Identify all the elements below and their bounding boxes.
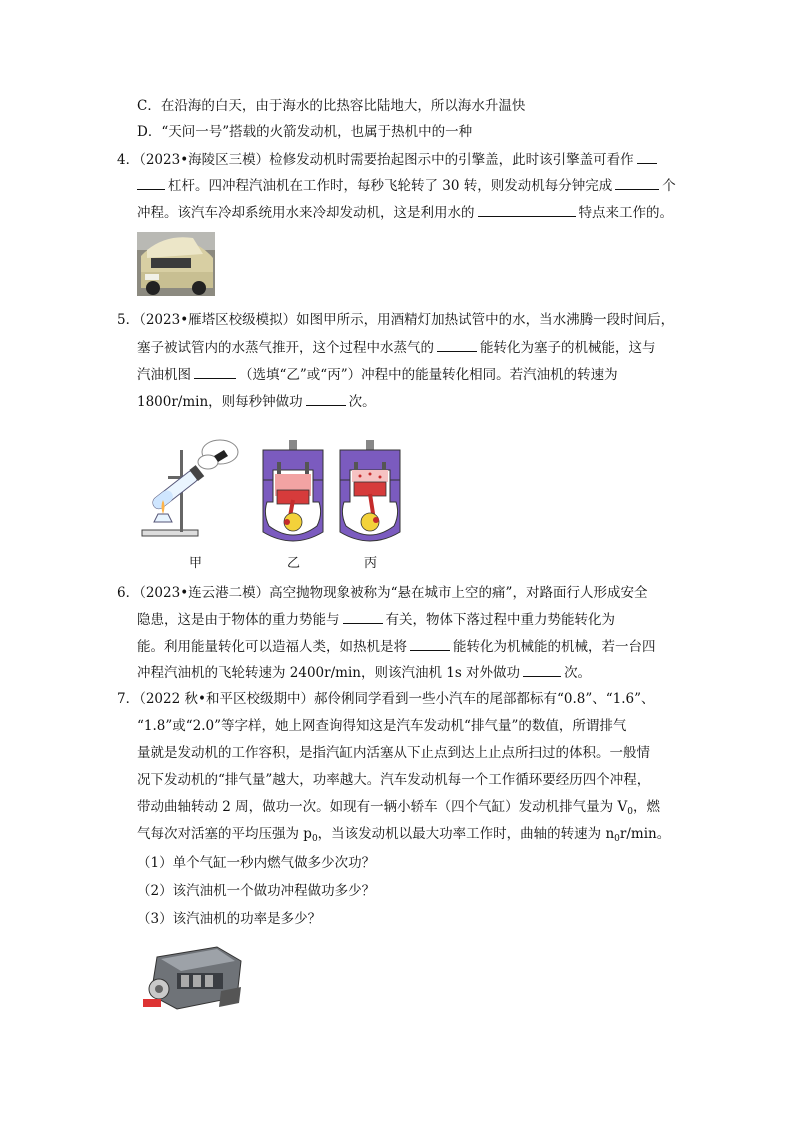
figure-caption-yi: 乙 — [287, 556, 301, 571]
q7-subscript: 0 — [311, 834, 318, 844]
q6-blank-2[interactable] — [410, 636, 450, 651]
engine-photo — [137, 937, 247, 1015]
car-hood-photo — [137, 232, 215, 296]
test-tube-figure — [140, 436, 244, 540]
q6-line-4 — [137, 662, 591, 683]
q4-text: 冲程。该汽车冷却系统用水来冷却发动机，这是利用水的 — [137, 205, 475, 221]
q4-text: 特点来工作的。 — [578, 205, 673, 221]
q6-line-3 — [137, 636, 656, 657]
q3-option-d: D．“天问一号”搭载的火箭发动机，也属于热机中的一种 — [137, 124, 473, 140]
q7-line-1: 7．（2022 秋•和平区校级期中）郝伶俐同学看到一些小汽车的尾部都标有“0.8”、“1.6”、 — [117, 691, 655, 707]
q5-text: 塞子被试管内的水蒸气推开，这个过程中水蒸气的 — [137, 340, 434, 356]
q7-line-2: “1.8”或“2.0”等字样，她上网查询得知这是汽车发动机“排气量”的数值，所谓排气 — [137, 718, 627, 734]
q5-text: 能转化为塞子的机械能，这与 — [480, 340, 656, 356]
q6-text: 隐患，这是由于物体的重力势能与 — [137, 612, 340, 628]
q5-text: 次。 — [348, 394, 376, 410]
q7-sub-3: （3）该汽油机的功率是多少？ — [137, 911, 322, 927]
q6-text: 能转化为机械能的机械，若一台四 — [453, 639, 656, 655]
q6-blank-3[interactable] — [523, 662, 561, 677]
q5-line-4 — [137, 391, 376, 412]
q4-blank-2[interactable] — [615, 175, 659, 190]
engine-figure-yi — [259, 440, 327, 542]
q4-text: 4．（2023•海陵区三模）检修发动机时需要抬起图示中的引擎盖，此时该引擎盖可看作 — [117, 152, 634, 168]
q7-subscript: 0 — [627, 807, 633, 817]
q6-text: 次。 — [564, 665, 592, 681]
figure-caption-jia: 甲 — [189, 556, 203, 571]
engine-figure-bing — [336, 440, 404, 542]
q7-text: r/min。 — [619, 826, 671, 842]
q6-line-2 — [137, 609, 615, 630]
q4-line-1 — [117, 149, 660, 170]
q7-line-4: 况下发动机的“排气量”越大，功率越大。汽车发动机每一个工作循环要经历四个冲程， — [137, 772, 651, 788]
q5-text: 1800r/min，则每秒钟做功 — [137, 394, 303, 410]
q7-text: 气每次对活塞的平均压强为 p — [137, 826, 312, 842]
q4-line-3 — [137, 202, 673, 223]
q5-line-2 — [137, 337, 656, 358]
q6-line-1: 6．（2023•连云港二模）高空抛物现象被称为“悬在城市上空的痛”，对路面行人形成安全 — [117, 585, 648, 601]
q7-text: ，燃 — [632, 799, 660, 815]
q4-blank-1b[interactable] — [137, 175, 165, 190]
q7-text: 带动曲轴转动 2 周，做功一次。如现有一辆小轿车（四个气缸）发动机排气量为 V — [137, 799, 628, 815]
q4-blank-1[interactable] — [637, 149, 657, 164]
q5-text: （选填“乙”或“丙”）冲程中的能量转化相同。若汽油机的转速为 — [239, 367, 618, 383]
q5-blank-3[interactable] — [306, 391, 346, 406]
q5-text: 汽油机图 — [137, 367, 191, 383]
q5-blank-2[interactable] — [194, 364, 236, 379]
q7-line-3: 量就是发动机的工作容积，是指汽缸内活塞从下止点到达上止点所扫过的体积。一般情 — [137, 745, 650, 761]
q5-line-3 — [137, 364, 618, 385]
q4-line-2 — [137, 175, 676, 196]
q3-option-c: C．在沿海的白天，由于海水的比热容比陆地大，所以海水升温快 — [137, 98, 526, 114]
q7-subscript: 0 — [614, 834, 620, 844]
q6-text: 能。利用能量转化可以造福人类，如热机是将 — [137, 639, 407, 655]
figure-caption-bing: 丙 — [364, 556, 378, 571]
q6-blank-1[interactable] — [343, 609, 383, 624]
q4-text: 杠杆。四冲程汽油机在工作时，每秒飞轮转了 30 转，则发动机每分钟完成 — [168, 178, 613, 194]
q7-line-5 — [137, 797, 660, 822]
q7-sub-1: （1）单个气缸一秒内燃气做多少次功？ — [137, 855, 376, 871]
q7-line-6 — [137, 824, 670, 849]
q4-text: 个 — [662, 178, 676, 194]
q5-blank-1[interactable] — [437, 337, 477, 352]
q6-text: 冲程汽油机的飞轮转速为 2400r/min，则该汽油机 1s 对外做功 — [137, 665, 521, 681]
q4-blank-3[interactable] — [478, 202, 576, 217]
q7-sub-2: （2）该汽油机一个做功冲程做功多少？ — [137, 883, 376, 899]
q7-text: ，当该发动机以最大功率工作时，曲轴的转速为 n — [317, 826, 615, 842]
q6-text: 有关，物体下落过程中重力势能转化为 — [385, 612, 615, 628]
q5-line-1: 5．（2023•雁塔区校级模拟）如图甲所示，用酒精灯加热试管中的水，当水沸腾一段时间后， — [117, 312, 675, 328]
